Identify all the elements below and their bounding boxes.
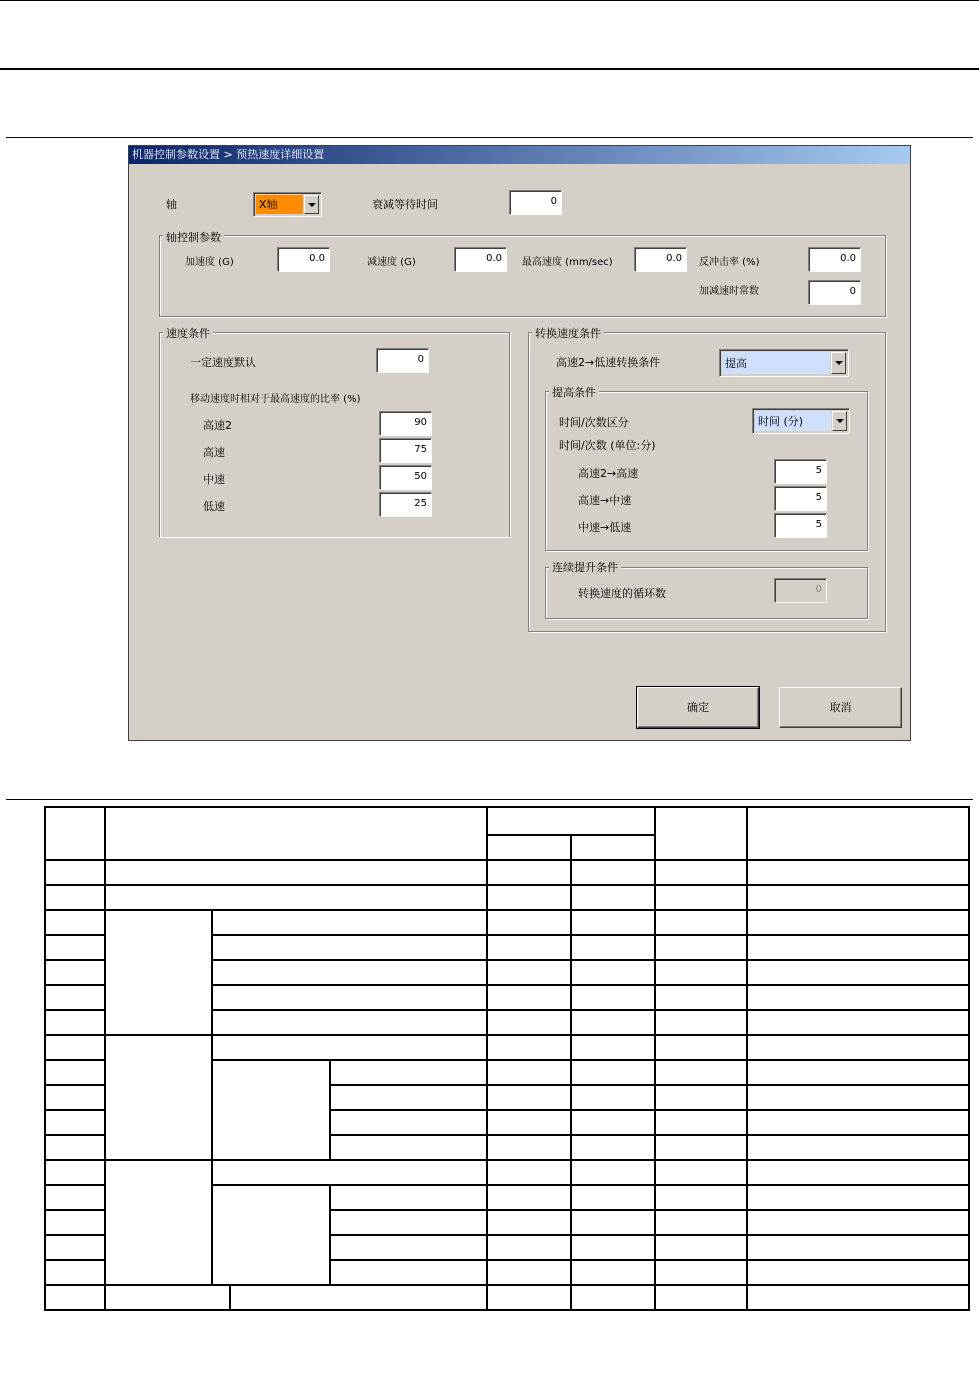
time-count-label: 时间/次数区分: [559, 416, 629, 429]
table-row: [45, 910, 969, 935]
ratio-item-label: 高速2: [203, 419, 232, 432]
raise-item-label: 高速2→高速: [578, 467, 639, 480]
ratio-item-input[interactable]: 90: [379, 411, 432, 436]
chevron-down-icon[interactable]: [832, 411, 847, 431]
decay-wait-label: 衰减等待时间: [372, 198, 438, 211]
axis-params-group: [159, 235, 886, 317]
axis-select[interactable]: [253, 192, 322, 217]
speed-cond-title: 速度条件: [163, 325, 213, 341]
accel-input[interactable]: 0.0: [277, 247, 330, 272]
dialog-title: 机器控制参数设置 > 预热速度详细设置: [129, 146, 910, 164]
header-rule: [0, 68, 979, 70]
table-cell: [571, 835, 655, 860]
ratio-label: 移动速度时相对于最高速度的比率 (%): [190, 394, 361, 405]
switch-cond-title: 转换速度条件: [532, 325, 604, 341]
fixed-speed-label: 一定速度默认: [190, 356, 256, 369]
blank-table: [44, 806, 970, 1311]
table-cell: [747, 807, 969, 860]
table-row: [45, 885, 969, 910]
continuous-title: 连续提升条件: [549, 559, 621, 575]
ratio-item-input[interactable]: 25: [379, 492, 432, 517]
section-rule-2: [6, 799, 973, 800]
ok-button[interactable]: 确定: [637, 687, 759, 728]
max-speed-label: 最高速度 (mm/sec): [522, 257, 613, 268]
overshoot-input[interactable]: 0.0: [808, 247, 861, 272]
h2-to-low-value: 提高: [722, 352, 830, 374]
top-rule: [0, 0, 979, 1]
time-count-select[interactable]: [752, 408, 850, 434]
overshoot-label: 反冲击率 (%): [699, 257, 760, 268]
chevron-down-icon[interactable]: [304, 195, 319, 214]
accel-time-const-label: 加减速时常数: [699, 286, 759, 297]
table-cell: [655, 807, 747, 860]
raise-item-label: 高速→中速: [578, 494, 632, 507]
decel-label: 减速度 (G): [367, 257, 416, 268]
section-rule-1: [6, 137, 973, 138]
table-cell: [487, 807, 655, 835]
cancel-button[interactable]: 取消: [779, 687, 902, 728]
axis-params-title: 轴控制参数: [163, 229, 224, 245]
cycle-input: 0: [774, 578, 827, 603]
raise-cond-title: 提高条件: [549, 384, 599, 400]
preheat-speed-dialog: [128, 145, 911, 741]
axis-label: 轴: [166, 198, 177, 211]
table-cell: [45, 807, 105, 860]
raise-item-label: 中速→低速: [578, 521, 632, 534]
table-row: [45, 1160, 969, 1185]
h2-to-low-label: 高速2→低速转换条件: [556, 356, 661, 369]
decel-input[interactable]: 0.0: [454, 247, 507, 272]
raise-item-input[interactable]: 5: [774, 513, 827, 538]
table-cell: [105, 807, 487, 860]
accel-label: 加速度 (G): [185, 257, 234, 268]
ratio-item-input[interactable]: 50: [379, 465, 432, 490]
decay-wait-input[interactable]: 0: [509, 190, 562, 215]
cycle-label: 转换速度的循环数: [578, 587, 666, 600]
ratio-item-label: 中速: [203, 473, 225, 486]
raise-item-input[interactable]: 5: [774, 459, 827, 484]
raise-item-input[interactable]: 5: [774, 486, 827, 511]
ratio-item-input[interactable]: 75: [379, 438, 432, 463]
table-cell: [487, 835, 571, 860]
ratio-item-label: 高速: [203, 446, 225, 459]
table-row: [45, 1035, 969, 1060]
max-speed-input[interactable]: 0.0: [634, 247, 687, 272]
h2-to-low-select[interactable]: [719, 349, 849, 377]
accel-time-const-input[interactable]: 0: [808, 280, 861, 305]
ratio-item-label: 低速: [203, 500, 225, 513]
time-count-value: 时间 (分): [755, 411, 831, 431]
table-row: [45, 860, 969, 885]
chevron-down-icon[interactable]: [831, 352, 846, 374]
fixed-speed-input[interactable]: 0: [376, 348, 429, 373]
unit-label: 时间/次数 (单位:分): [559, 439, 656, 452]
table-row: [45, 1285, 969, 1310]
axis-select-value: X轴: [256, 195, 303, 214]
